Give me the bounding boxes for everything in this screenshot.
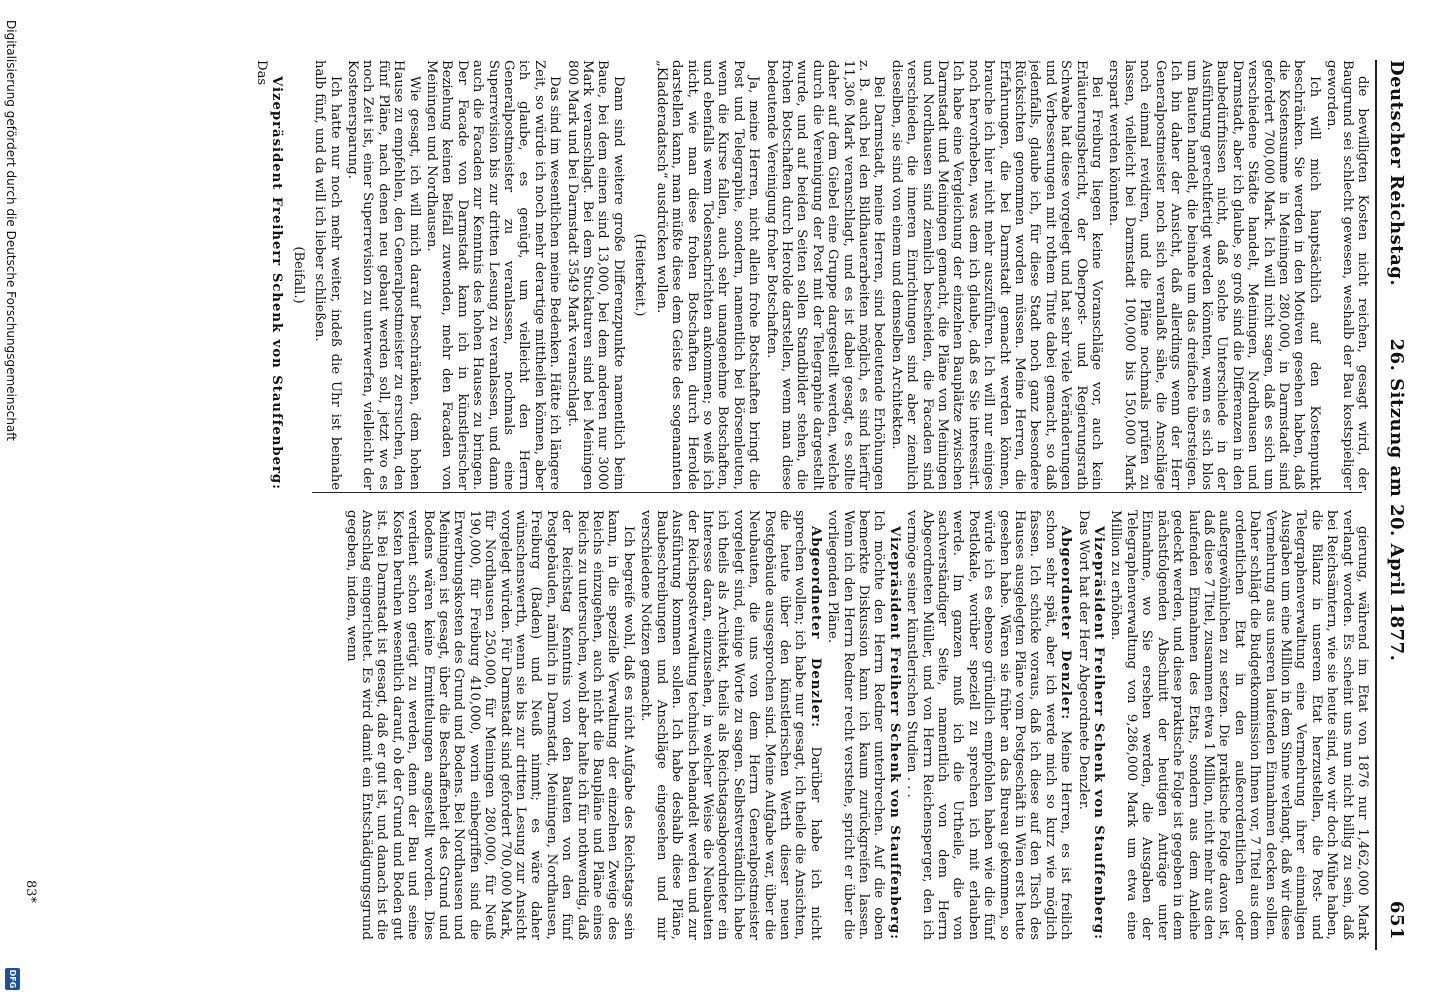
header-rule bbox=[1375, 60, 1377, 950]
paragraph-text: Das bbox=[253, 60, 269, 86]
paragraph bbox=[312, 60, 343, 490]
paragraph-text: Ich hatte nur noch mehr weiter, indeß die Uhr ist beinahe halb fünf, und da will ich lieber schließen. bbox=[312, 60, 343, 490]
paragraph-text: die bewilligten Kosten nicht reichen, gesagt wird, der Baugrund sei schlecht gewesen, weshalb der Bau kostspieliger geworden. bbox=[1324, 60, 1370, 490]
paragraph-text: Ich möchte den Herrn Redner unterbrechen. Auf die oben bemerkte Diskussion kann ich kaum zurückgreifen lassen. Wenn ich den Herrn Redner recht verstehe, spricht er über die vorliegenden Pläne. bbox=[825, 510, 887, 940]
paragraph bbox=[653, 60, 761, 490]
paragraph-text: Ich will mich hauptsächlich auf den Kostenpunkt beschränken. Sie werden in den Motiven gesehen haben, daß die Kostensumme in Meiningen 280,000, in Darmstadt sind gefordert 700,000 Mark. Ich will nicht sagen, daß es sich um verschiedene Städte handelt, Meiningen, Nordhausen und Darmstadt, aber ich glaube, so groß sind die Differenzen in den Baubedürfnissen nicht, daß solche Unterschiede in der Ausführung gerechtfertigt werden könnten, wenn es sich blos um Bauten handelt, die beinahe um das dreifache übersteigen. Ich bin daher der Ansicht, daß allerdings wenn der Herr Generalpostmeister noch sich veranlaßt sähe, die Anschläge noch einmal revidiren, und die Pläne nochmals prüfen zu lassen, vielleicht bei Darmstadt 100,000 bis 150,000 Mark erspart werden könnten. bbox=[1106, 60, 1322, 490]
paragraph-text: Ja, meine Herren, nicht allein frohe Botschaften bringt die Post und Telegraphie, sondern, namentlich bei Börsenleuten, wenn die Kurse fallen, auch sehr unangenehme Botschaften, und ebenfalls wenn Todesnachrichten ankommen; so weiß ich nicht, wie man diese frohen Botschaften durch Herolde darstellen kann, man müßte diese dem Geiste des sogenannten „Kladderadatsch“ ausdrücken wollen. bbox=[653, 60, 762, 490]
paragraph bbox=[888, 60, 1104, 490]
paragraph bbox=[1106, 60, 1322, 490]
paragraph-text: Bei Freiburg liegen keine Voranschläge vor, auch kein Erläuterungsbericht, der Oberpost- und Regierungsrath Schwabe hat diese vorgelegt und hat sehr viele Veränderungen und Verbesserungen mit rothem Tinte dabei gemacht, so daß jedenfalls, glaube ich, für diese Stadt noch ganz besondere Rücksichten genommen worden müssen. Meine Herren, die Erfahrungen, die bei Darmstadt gemacht werden können, brauche ich hier nicht mehr auszuführen. Ich will nur einiges noch hervorheben, was dem ich glaube, daß es Sie interessirt. Ich habe eine Vergleichung der einzelnen Bauplätze zwischen Darmstadt und Meiningen gemacht, die Pläne von Meiningen und Nordhausen sind ziemlich bescheiden, die Facaden sind verschieden, die inneren Einrichtungen sind aber ziemlich dieselben, sie sind von einem und demselben Architekten. bbox=[888, 60, 1105, 490]
paragraph bbox=[254, 60, 285, 490]
stage-direction: (Heiterkeit.) bbox=[632, 233, 648, 317]
right-column bbox=[20, 510, 1370, 940]
paragraph-text: Das Wort hat der Herr Abgeordnete Denzler. bbox=[1075, 510, 1091, 810]
speaker-name: Abgeordneter Denzler: bbox=[807, 526, 823, 747]
paragraph bbox=[343, 510, 636, 940]
speaker-name: Vizepräsident Freiherr Schenk von Stauffenberg: bbox=[1091, 526, 1107, 940]
paragraph-text: Meine Herren, es ist freilich schon sehr spät, aber ich werde mich so kurz wie möglich fassen. Ich schicke voraus, daß ich diese auf den Tisch des Hauses ausgelegten Pläne vom Postgeschäft in Wien erst heute gesehen habe. Wären sie früher an das Bureau gekommen, so würde ich es ebenso gründlich empfohlen haben wie die fünf Postlokale, worüber speziell zu sprechen ich mit erlauben werde. Im ganzen muß ich die Urtheile, die von sachverständiger Seite, namentlich von dem Herrn Abgeordneten Müller, und von Herrn Reichensperger, den ich vermöge seiner künstlerischen Studien . . . bbox=[904, 510, 1074, 940]
speaker-name: Abgeordneter Denzler: bbox=[1058, 526, 1074, 731]
funding-note: Digitalisierung gefördert durch die Deutsche Forschungsgemeinschaft bbox=[4, 20, 18, 442]
paragraph bbox=[904, 510, 1073, 940]
page-number: 651 bbox=[1386, 900, 1407, 940]
paragraph-text: gierung, während im Etat von 1876 nur 1,462,000 Mark verlangt worden. Es scheint uns nun nicht billig zu sein, daß bei Reichsämtern, wie sie heute sind, wo wir doch Mühe haben, die Bilanz in unserem Etat herzustellen, die Post- und Telegraphenverwaltung eine Vermehrung ihrer einmaligen Ausgaben um eine Million in dem Sinne verlangt, daß wir diese Vermehrung aus unseren laufenden Einnahmen decken sollen. Daher schlägt die Budgetkommission Ihnen vor, 7 Titel aus dem ordentlichen Etat in den außerordentlichen oder außergewöhnlichen zu setzen. Die praktische Folge davon ist, daß diese 7 Titel, zusammen etwa 1 Million, nicht mehr aus den laufenden Einnahmen des Etats, sondern aus dem Anleihe gedeckt werden, und diese praktische Folge ist gegeben in dem nächstfolgenden Abschnitt der heutigen Anträge unter Einnahme, wo Sie ersehen werden, die Ausgaben der Telegraphenverwaltung von 9,286,000 Mark um etwa eine Million zu erhöhen. bbox=[1108, 510, 1370, 940]
page-header bbox=[1381, 60, 1407, 940]
stage-direction: (Beifall.) bbox=[290, 246, 306, 304]
paragraph bbox=[763, 60, 886, 490]
paragraph bbox=[345, 60, 422, 490]
digitization-footer bbox=[0, 0, 22, 1000]
paragraph bbox=[1075, 510, 1106, 940]
paragraph-text: Darüber habe ich nicht sprechen wollen; ich habe nur gesagt, ich theile die Ansichten, die heute über den künstlerischen Werth dieser neuen Postgebäude ausgesprochen sind. Meine Aufgabe war, über die Neubauten, die uns von dem Herrn Generalpostmeister vorgelegt sind, einige Worte zu sagen. Selbstverständlich habe ich theils als Architekt, theils als Reichstagsabgeordneter ein Interesse daran, einzusehen, in welcher Weise die Neubauten der Reichspostverwaltung technisch behandelt werden und zur Ausführung kommen sollen. Ich habe deshalb diese Pläne, Baubeschreibungen und Anschläge eingesehen und mir verschiedene Notizen gemacht. bbox=[638, 510, 823, 940]
paragraph-text: Dann sind weitere große Differenzpunkte namentlich beim Baue, bei dem einen sind 13,000, bei dem anderen nur 3000 Mark veranschlagt. Bei dem Stuckaturen sind bei Meiningen 800 Mark und bei Darmstadt 3549 Mark veranschlagt. bbox=[564, 60, 626, 490]
paragraph bbox=[1108, 510, 1370, 940]
column-divider bbox=[312, 492, 1362, 493]
speaker-name: Vizepräsident Freiherr Schenk von Stauffenberg: bbox=[269, 76, 285, 490]
paragraph bbox=[1324, 60, 1370, 490]
dfg-logo: DFG bbox=[5, 968, 20, 990]
paragraph bbox=[564, 60, 626, 490]
paragraph-text: Das sind im wesentlichen meine Bedenken. Hätte ich längere Zeit, so würde ich noch mehr derartige mittheilen können, aber ich glaube, es genügt, um vielleicht den Herrn Generalpostmeister zu veranlassen, nochmals eine Superrevision bis zur dritten Lesung zu veranlassen, und dann auch die Facaden zur Kenntnis des hohen Hauses zu bringen. Der Facade von Darmstadt kann ich in künstlerischer Beziehung keinen Beifall zuwenden, mehr den Facaden von Meiningen und Nordhausen. bbox=[424, 60, 563, 490]
speaker-name: Vizepräsident Freiherr Schenk von Stauffenberg: bbox=[886, 526, 902, 940]
left-column bbox=[20, 60, 1370, 490]
paragraph bbox=[825, 510, 902, 940]
paragraph-text: Wie gesagt, ich will mich darauf beschränken, dem hohen Hause zu empfehlen, den Generalpostmeister zu ersuchen, den fünf Pläne, nach denen neu gebaut werden soll, jetzt wo es noch Zeit ist, einer Superrevision zu unterwerfen, vielleicht der Kostenersparung. bbox=[345, 60, 422, 490]
paragraph bbox=[424, 60, 563, 490]
paragraph bbox=[638, 510, 823, 940]
paragraph-text: Ich begreife wohl, daß es nicht Aufgabe des Reichstags sein kann, in die spezielle Verwaltung der einzelnen Zweige des Reichs einzugehen, auch nicht die Baupläne und Pläne eines Reichs zu untersuchen, wohl aber halte ich für nothwendig, daß der Reichstag Kenntnis von den Bauten von den fünf Postgebäuden, nämlich in Darmstadt, Meiningen, Nordhausen, Freiburg (Baden) und Neuß nimmt; es wäre daher wünschenswerth, wenn sie bis zur dritten Lesung zur Ansicht vorgelegt würden. Für Darmstadt sind gefordert 700,000 Mark, für Nordhausen 250,000, für Meiningen 280,000, für Neuß 190,000, für Freiburg 410,000, worin einbegriffen sind die Erwerbungskosten des Grund und Bodens. Bei Nordhausen und Meiningen ist gesagt, über die Beschaffenheit des Grund und Bodens wären keine Ermittelungen angestellt worden. Dies verdient schon gerügt zu werden, denn der Bau und seine Kosten beruhen wesentlich darauf, ob der Grund und Boden gut ist. Bei Darmstadt ist gesagt, daß er gut ist, und danach ist die Anschlag eingerichtet. Es wird damit ein Entschädigungsgrund gegeben, indem, wenn bbox=[343, 510, 636, 940]
session-date: 26. Sitzung am 20. April 1877. bbox=[1386, 338, 1407, 662]
paragraph-text: Bei Darmstadt, meine Herren, sind bedeutende Erhöhungen z. B. auch bei den Bildhauerarbeiten möglich, es sind hierfür 11,306 Mark veranschlagt, und es ist dabei gesagt, es sollte daher auf dem Giebel eine Gruppe dargestellt werden, welche durch die Vereinigung der Post mit der Telegraphie dargestellt wurde, und auf beiden Seiten sollen Standbilder stehen, die frohen Botschaften durch Herolde darstellen, wenn man diese bedeutende Vereinigung froher Botschaften. bbox=[763, 60, 887, 490]
signature-mark: 83* bbox=[23, 880, 38, 904]
publication-title: Deutscher Reichstag. bbox=[1386, 60, 1407, 287]
